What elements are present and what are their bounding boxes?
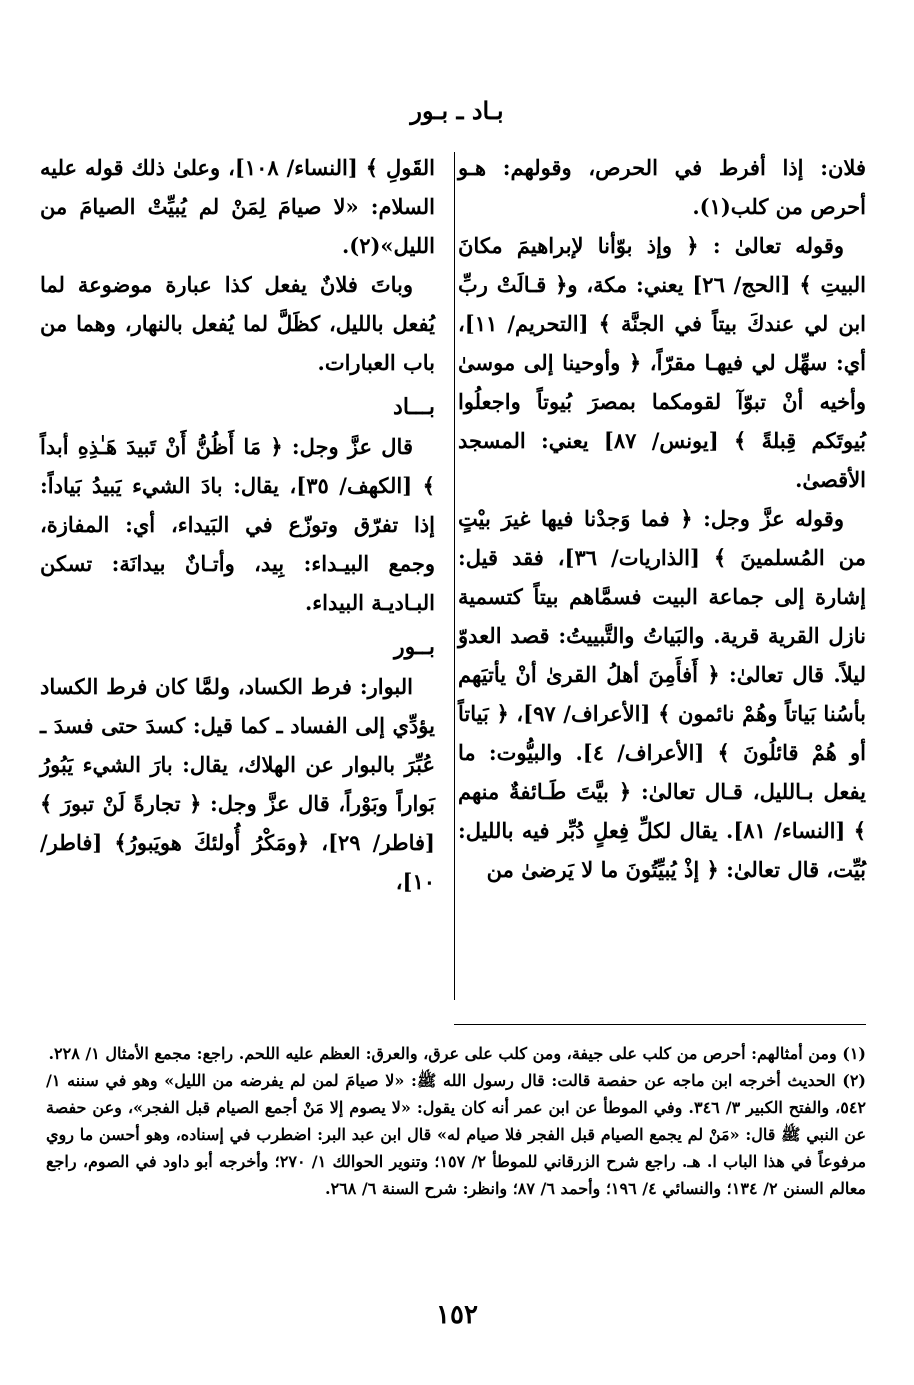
paragraph: وقوله تعالىٰ : ﴿ وإذ بوّأنا لإبراهيمَ مكانَ البيتِ ﴾ [الحج/ ٢٦] يعني: مكة، و﴿ قـالَتْ ربِّ ابن لي عندكَ بيتاً في الجنَّة ﴾ [التحريم/ ١١]، أي: سهِّل لي فيهـا مقرّاً، ﴿ وأوحينا إلى موسىٰ وأخيه أنْ تبوّآ لقومكما بمصرَ بُيوتاً واجعلُوا بُيوتَكم قِبلةً ﴾ [يونس/ ٨٧] يعني: المسجد الأقصىٰ. [458, 233, 867, 492]
left-column [40, 148, 435, 901]
footnote-separator [454, 1024, 866, 1025]
right-column [458, 148, 866, 889]
entry-heading-boor: بــور [393, 634, 435, 660]
paragraph: البوار: فرط الكساد، ولمَّا كان فرط الكساد يؤدِّي إلى الفساد ـ كما قيل: كسدَ حتى فسدَ ـ عُبِّرَ بالبوار عن الهلاك، يقال: بارَ الشيء يَبُورُ بَواراً وبَوْراً، قال عزَّ وجل: ﴿ تجارةً لَنْ تبورَ ﴾ [فاطر/ ٢٩]، ﴿ومَكْرُ أُولئكَ هويَبورُ﴾ [فاطر/ ١٠]، [40, 674, 435, 894]
column-divider [454, 152, 455, 1000]
footnote-1: (١) ومن أمثالهم: أحرص من كلب على جيفة، ومن كلب على عرق، والعرق: العظم عليه اللحم. راجع: مجمع الأمثال ١/ ٢٢٨. [48, 1044, 866, 1063]
paragraph: القَولِ ﴾ [النساء/ ١٠٨]، وعلىٰ ذلك قوله عليه السلام: «لا صيامَ لِمَنْ لم يُبيِّتْ الصيامَ من الليل»(٢). [40, 155, 435, 258]
page-number: ١٥٢ [436, 1300, 478, 1330]
footnote-2: (٢) الحديث أخرجه ابن ماجه عن حفصة قالت: قال رسول الله ﷺ: «لا صيامَ لمن لم يفرضه من الليل» وهو في سننه ١/ ٥٤٢، والفتح الكبير ٣/ ٣٤٦. وفي الموطأ عن ابن عمر أنه كان يقول: «لا يصوم إلا مَنْ أجمع الصيام قبل الفجر»، وعن حفصة عن النبي ﷺ قال: «مَنْ لم يجمع الصيام قبل الفجر فلا صيام له» قال ابن عبد البر: اضطرب في إسناده، وهو أحسن ما روي مرفوعاً في هذا الباب ا. هـ. راجع شرح الزرقاني للموطأ ٢/ ١٥٧؛ وتنوير الحوالك ١/ ٢٧٠؛ وأخرجه أبو داود في الصوم، راجع معالم السنن ٢/ ١٣٤؛ والنسائي ٤/ ١٩٦؛ وأحمد ٦/ ٨٧؛ وانظر: شرح السنة ٦/ ٢٦٨. [46, 1071, 867, 1198]
paragraph: وقوله عزَّ وجل: ﴿ فما وَجدْنا فيها غيرَ بيْتٍ من المُسلمينَ ﴾ [الذاريات/ ٣٦]، فقد قيل: إشارة إلى جماعة البيت فسمَّاهم بيتاً كتسمية نازل القرية قرية. والبَياتُ والتَّبييتُ: قصد العدوّ ليلاً. قال تعالىٰ: ﴿ أَفأَمِنَ أهلُ القرىٰ أنْ يأتيَهم بأسُنا بَياتاً وهُمْ نائمون ﴾ [الأعراف/ ٩٧]، ﴿ بَياتاً أو هُمْ قائلُونَ ﴾ [الأعراف/ ٤]. والبيُّوت: ما يفعل بـالليل، قـال تعالىٰ: ﴿ بيَّتَ طَـائفةٌ منهم ﴾ [النساء/ ٨١]. يقال لكلِّ فِعلٍ دُبِّر فيه بالليل: بُيِّت، قال تعالىٰ: ﴿ إذْ يُبيِّتُونَ ما لا يَرضىٰ من [458, 506, 867, 882]
paragraph: وباتَ فلانٌ يفعل كذا عبارة موضوعة لما يُفعل بالليل، كظَلَّ لما يُفعل بالنهار، وهما من باب العبارات. [40, 272, 435, 375]
paragraph: فلان: إذا أفرط في الحرص، وقولهم: هـو أحرص من كلب(١). [458, 155, 866, 219]
running-header: بـاد ـ بـور [410, 96, 504, 125]
paragraph: قال عزَّ وجل: ﴿ مَا أَظُنُّ أَنْ تَبيدَ هَـٰذِهِ أبداً ﴾ [الكهف/ ٣٥]، يقال: بادَ الشيء يَبيدُ بَياداً: إذا تفرّق وتوزّع في البَيداء، أي: المفازة، وجمع البيـداء: بِيد، وأتـانٌ بيدانَة: تسكن البـاديـة البيداء. [40, 434, 435, 615]
entry-heading-baad: بـــاد [393, 394, 435, 420]
footnotes [46, 1040, 866, 1202]
